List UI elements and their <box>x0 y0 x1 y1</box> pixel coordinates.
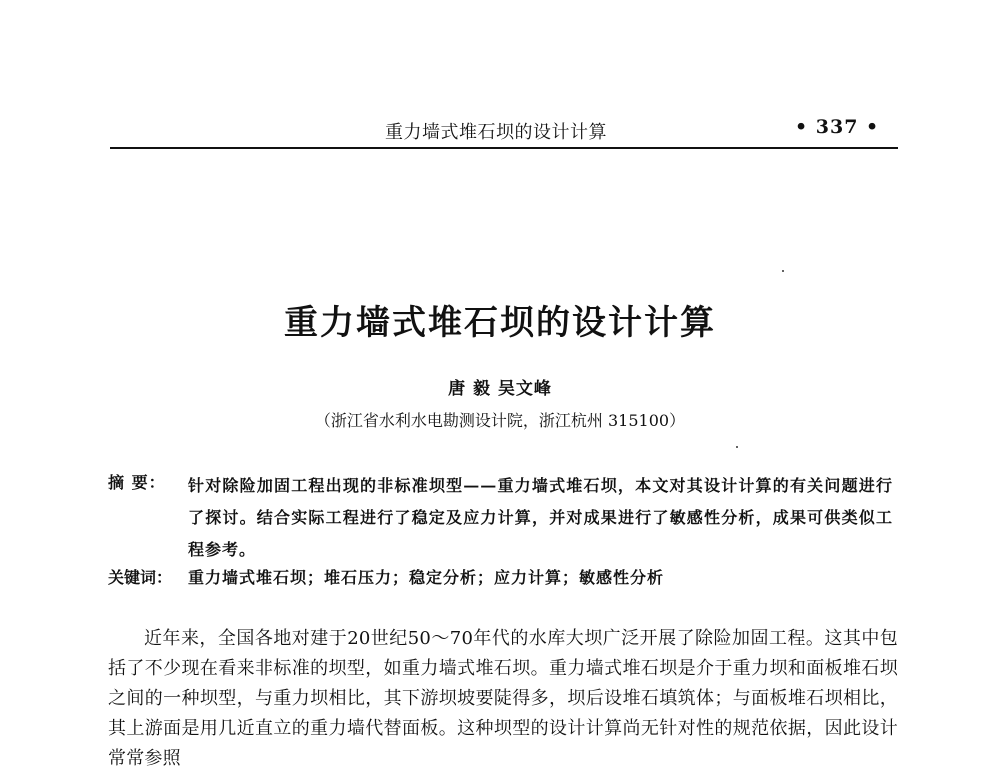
paper-title: 重力墙式堆石坝的设计计算 <box>284 303 716 343</box>
paper-affiliation: （浙江省水利水电勘测设计院，浙江杭州 315100） <box>314 411 686 430</box>
abstract-label: 摘 要： <box>108 473 166 492</box>
running-header-title: 重力墙式堆石坝的设计计算 <box>385 122 607 143</box>
body-paragraph: 近年来，全国各地对建于20世纪50～70年代的水库大坝广泛开展了除险加固工程。这其中包括了不少现在看来非标准的坝型，如重力墙式堆石坝。重力墙式堆石坝是介于重力坝和面板堆石坝之间的一种坝型，与重力坝相比，其下游坝坡要陡得多，坝后设堆石填筑体；与面板堆石坝相比，其上游面是用几近直立的重力墙代替面板。这种坝型的设计计算尚无针对性的规范依据，因此设计常常参照 <box>108 628 898 769</box>
header-rule <box>110 147 898 149</box>
paper-authors: 唐 毅 吴文峰 <box>448 379 552 399</box>
abstract-text: 针对除险加固工程出现的非标准坝型——重力墙式堆石坝，本文对其设计计算的有关问题进行了探讨。结合实际工程进行了稳定及应力计算，并对成果进行了敏感性分析，成果可供类似工程参考。 <box>188 476 893 559</box>
scan-speck <box>782 270 784 272</box>
keywords-text: 重力墙式堆石坝；堆石压力；稳定分析；应力计算；敏感性分析 <box>188 568 665 587</box>
keywords-label: 关键词： <box>108 568 173 587</box>
page-number: • 337 • <box>795 116 880 138</box>
scan-speck <box>736 446 738 448</box>
